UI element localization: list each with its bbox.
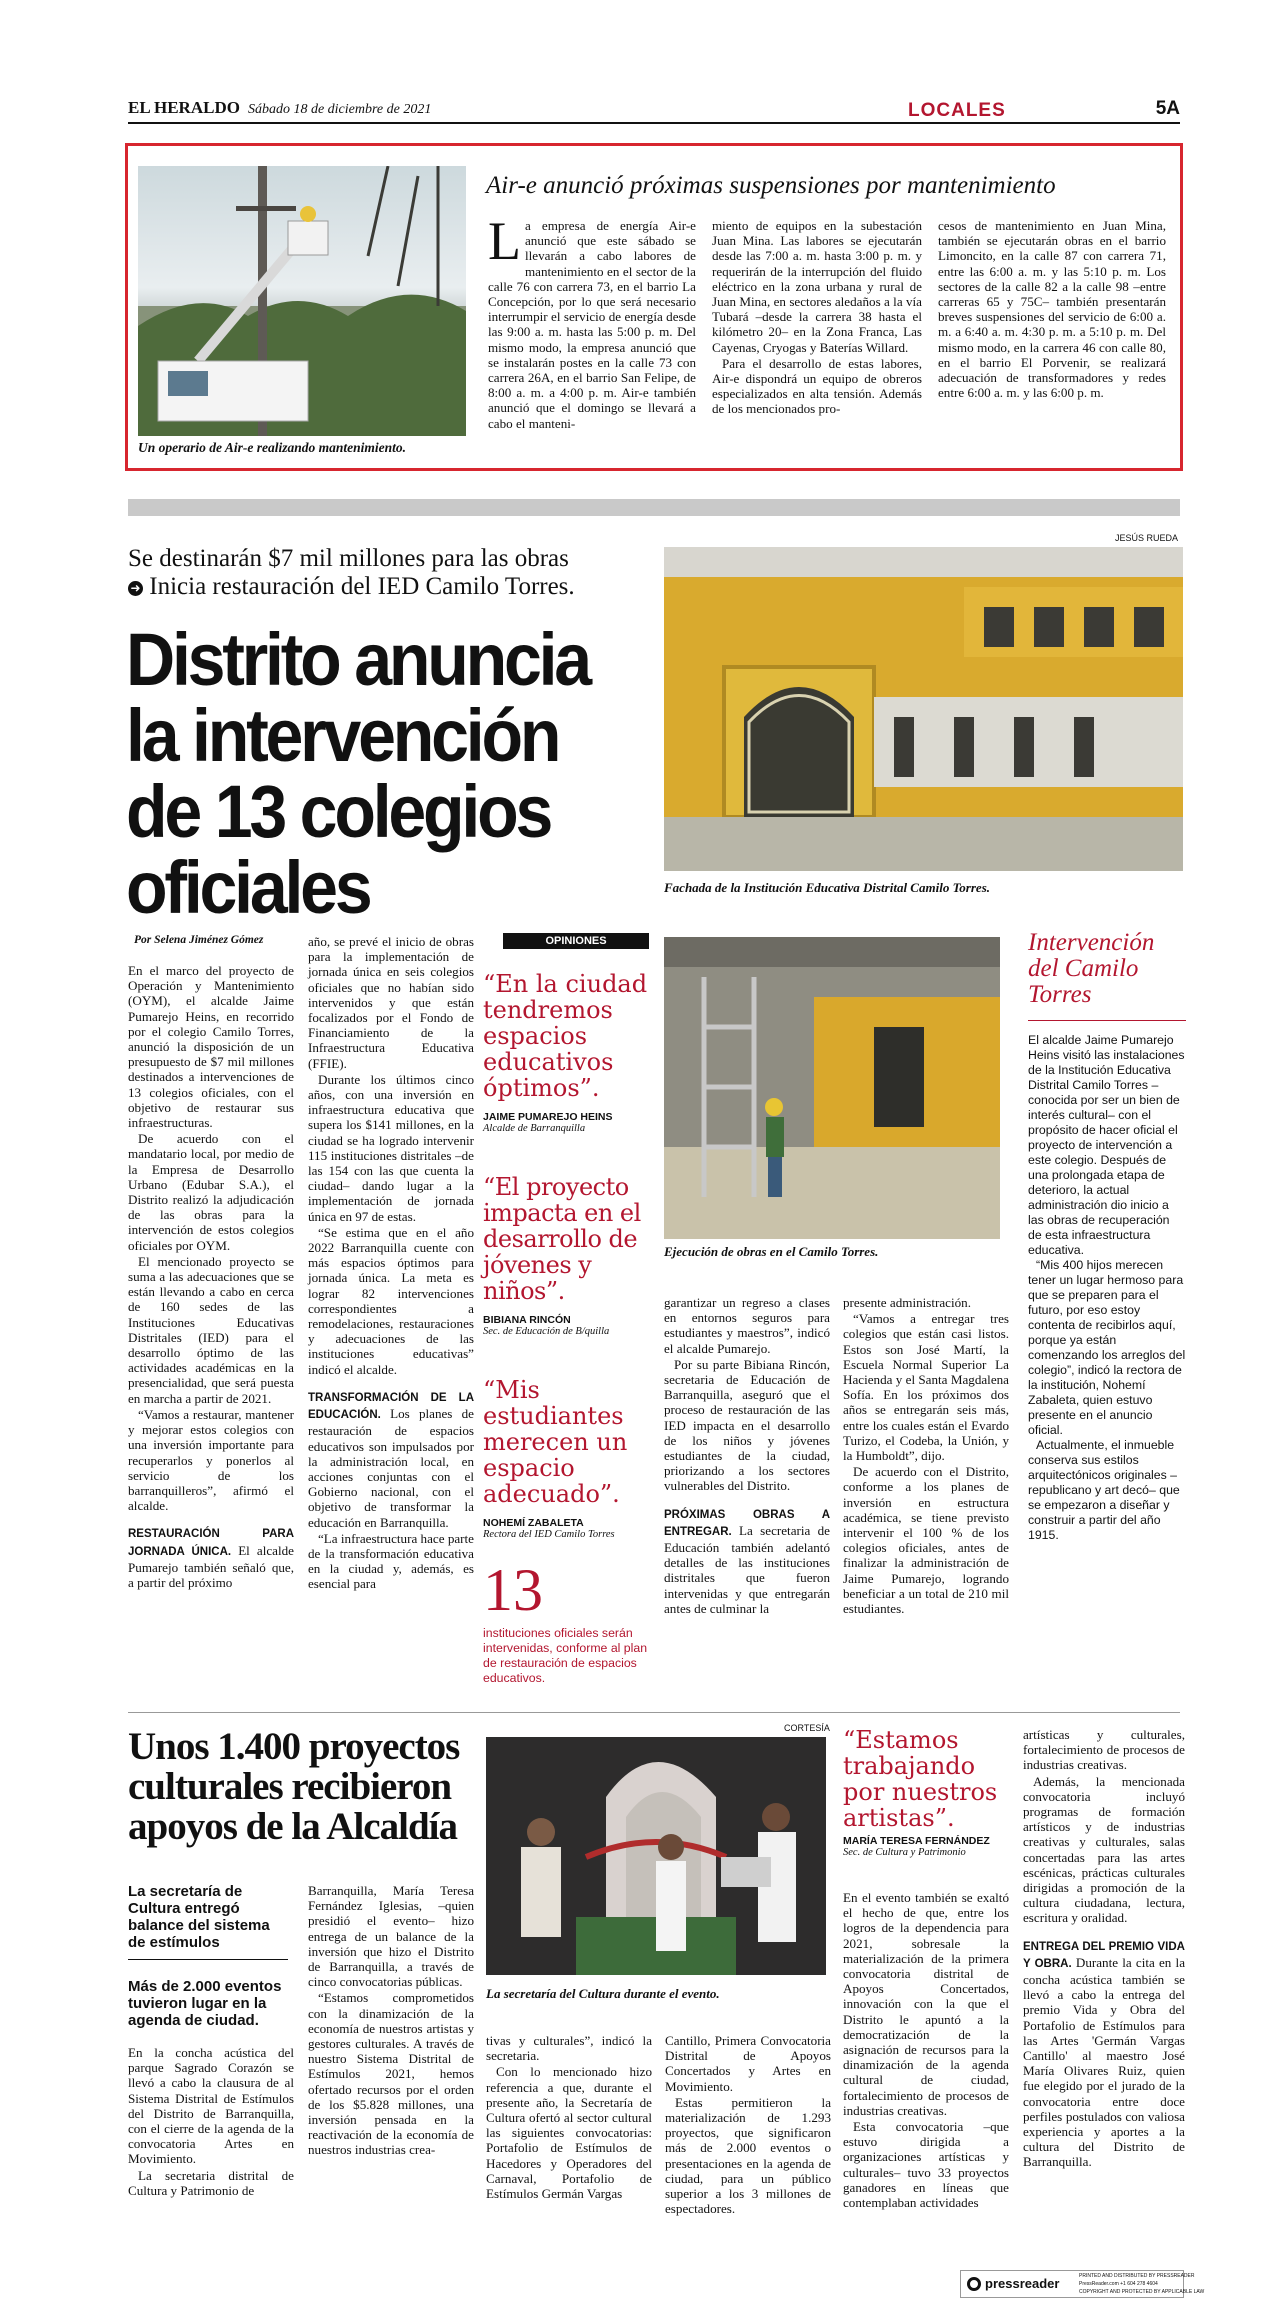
culture-event-illustration [486,1737,826,1975]
main-story-column-1 [128,963,294,1591]
culture-headline: Unos 1.400 proyectos culturales recibieron apoyos de la Alcaldía [128,1725,460,1848]
main-story-column-2 [308,934,474,1593]
air-e-photo-caption: Un operario de Air-e realizando mantenimiento. [138,440,407,455]
paragraph: En la concha acústica del parque Sagrado Corazón se llevó a cabo la clausura de al Sistema Distrital de Estímulos del Distrito de Barranquilla, con el cierre de la agenda de la convocatoria Artes en Movimiento. [128,2045,294,2167]
paragraph: “La infraestructura hace parte de la transformación educativa en la ciudad y, además, es esencial para [308,1530,474,1592]
quote-author: MARÍA TERESA FERNÁNDEZ [843,1835,990,1847]
quote-role: Rectora del IED Camilo Torres [483,1529,615,1540]
paragraph: Para el desarrollo de estas labores, Air-e dispondrá un equipo de obreros especializados en alta tensión. Además de los mencionados pro- [712,355,922,417]
air-e-column-1 [488,211,696,431]
kicker-primary: Se destinarán $7 mil millones para las obras [128,545,569,572]
paragraph: La secretaria distrital de Cultura y Patrimonio de [128,2167,294,2198]
paragraph: Con lo mencionado hizo referencia a que, durante el presente año, la Secretaría de Cultura ofertó al sector cultural las siguientes convocatorias: Portafolio de Estímulos de Hacedores y Operadores del Carnaval, Portafolio de Estímulos Germán Vargas [486,2064,652,2202]
paragraph: Por su parte Bibiana Rincón, secretaria de Educación de Barranquilla, aseguró que el proceso de restauración de las IED impacta en el desarrollo de los niños y jóvenes estudiantes de la ciudad, priorizando a los sectores vulnerables del Distrito. [664,1356,830,1494]
culture-column-3 [486,2033,652,2202]
pressreader-footer [960,2270,1205,2298]
paragraph: “Vamos a entregar tres colegios que están casi listos. Estos son José Martí, la Escuela Normal Superior La Hacienda y el Santa Magdalena Sofía. En los próximos dos años se entregarán seis más, entre los cuales están el Evardo Turizo, el Codeba, la Unión, y la Humboldt”, dijo. [843,1311,1009,1464]
paragraph: cesos de mantenimiento en Juan Mina, también se ejecutarán obras en el barrio Limoncito, en la calle 87 con carrera 71, entre las 6:00 a. m. y las 5:10 p. m. Los sectores de la calle 82 a la calle 98 –entre carreras 65 y 75C– también presentarán breves suspensiones del servicio de 6:00 a. m. a 6:40 a. m. 4:30 p. m. a 5:10 p. m. Del mismo modo, en la carrera 46 con calle 80, en el barrio El Porvenir, se realizará adecuación de transformadores y redes entre 6:00 a. m. y las 6:00 p. m. [938,218,1166,401]
drop-cap: L [488,211,521,271]
quote-text: “En la ciudad tendremos espacios educativos óptimos”. [483,970,648,1102]
culture-column-6 [1023,1727,1185,2171]
opinions-label: OPINIONES [503,933,649,949]
construction-illustration [664,937,1000,1239]
construction-photo [664,937,1000,1239]
paragraph: De acuerdo con el mandatario local, por medio de la Empresa de Desarrollo Urbano (Edubar S.A.), el Distrito realizó la adjudicación de las obras para la intervención de estos colegios oficiales por OYM. [128,1131,294,1253]
page-number: 5A [1155,98,1180,119]
air-e-title: Air-e anunció próximas suspensiones por mantenimiento [486,172,1056,199]
paragraph: año, se prevé el inicio de obras para la implementación de jornada única en seis colegios oficiales que no habían sido intervenidos y que están focalizados por el Fondo de Financiamiento de la Infraestructura Educativa (FFIE). [308,934,474,1071]
paragraph: El mencionado proyecto se suma a las adecuaciones que se están llevando a cabo en cerca de 160 sedes de las Instituciones Educativas Distritales (IED) para el desarrollo óptimo de las actividades académicas en la presencialidad, que será puesta en marcha a partir de 2021. [128,1253,294,1406]
section-divider [128,499,1180,516]
paragraph: El alcalde Jaime Pumarejo Heins visitó las instalaciones de la Institución Educativa Distrital Camilo Torres –conocida por ser un bien de interés cultural– con el propósito de hacer oficial el proyecto de intervención a este colegio. Después de una prolongada etapa de deterioro, la actual administración dio inicio a las obras de recuperación de esta infraestructura educativa. [1028,1033,1185,1257]
issue-date: Sábado 18 de diciembre de 2021 [247,102,432,117]
paragraph [308,1389,474,1530]
culture-summary-1: La secretaría de Cultura entregó balance del sistema de estímulos [128,1883,288,1960]
paragraph: Durante los últimos cinco años, con una inversión en infraestructura educativa que supera los $141 millones, en la ciudad se ha logrado intervenir 115 instituciones distritales –de las 154 con las que cuenta la ciudad– dando lugar a la implementación de jornada única en 97 de estas. [308,1071,474,1224]
air-e-photo [138,166,466,436]
culture-photo-credit: CORTESÍA [784,1723,830,1733]
main-story-column-4 [664,1295,830,1617]
kicker-secondary-text: Inicia restauración del IED Camilo Torres. [149,573,575,600]
paragraph: Actualmente, el inmueble conserva sus estilos arquitectónicos originales –republicano y art decó– que se empezaron a diseñar y construir a partir del año 1915. [1028,1438,1180,1542]
culture-column-2 [308,1883,474,2159]
paragraph: Estas permitieron la materialización de 1.293 proyectos, que significaron más de 2.000 eventos o presentaciones en la agenda de ciudad, para un público superior a los 3 millones de espectadores. [665,2094,831,2217]
paragraph [128,1525,294,1590]
paragraph: En el marco del proyecto de Operación y Mantenimiento (OYM), el alcalde Jaime Pumarejo Heins, en recorrido por el colegio Camilo Torres, anunció la disposición de un presupuesto de $7 mil millones destinados a intervenciones de 13 colegios oficiales, con el objetivo de restaurar sus infraestructuras. [128,963,294,1131]
culture-column-4 [665,2033,831,2217]
paragraph: Cantillo, Primera Convocatoria Distrital de Apoyos Concertados y Artes en Movimiento. [665,2033,831,2094]
pressreader-notice-2: PressReader.com +1 604 278 4604 [1079,2281,1158,2287]
paragraph: tivas y culturales”, indicó la secretaria. [486,2033,652,2064]
subhead-text: El alcalde Pumarejo también señaló que, a partir del próximo [128,1542,294,1590]
opinions-column [483,933,649,1686]
section-name: LOCALES [908,100,1006,121]
paragraph: De acuerdo con el Distrito, conforme a los planes de inversión en estructura académica, se tiene previsto intervenir el 100 % de los colegios oficiales, antes de finalizar la administración de Jaime Pumarejo, logrando beneficiar a un total de 210 mil estudiantes. [843,1464,1009,1617]
culture-summary-2: Más de 2.000 eventos tuvieron lugar en la agenda de ciudad. [128,1978,282,2029]
quote-role: Alcalde de Barranquilla [483,1123,586,1134]
culture-column-1 [128,2045,294,2199]
opinion-quote [483,1377,649,1540]
subhead: TRANSFORMACIÓN DE LA EDUCACIÓN. [308,1391,474,1422]
school-facade-illustration [664,547,1183,871]
air-e-news-box [125,143,1183,471]
main-story-column-5 [843,1295,1009,1617]
maintenance-crane-illustration [138,166,466,436]
subhead-text: La secretaria de Educación también adelantó detalles de las instituciones distritales que fueron intervenidas y que entregarán antes de culminar la [664,1522,830,1616]
newspaper-name: EL HERALDO [128,98,240,117]
quote-role: Sec. de Educación de B/quilla [483,1326,610,1337]
paragraph: Barranquilla, María Teresa Fernández Iglesias, –quien presidió el evento– hizo entrega de un balance de la inversión que hizo el Distrito de Barranquilla, a través de cinco convocatorias públicas. [308,1883,474,1990]
paragraph: presente administración. [843,1295,971,1310]
paragraph [664,1506,830,1616]
opinion-quote [483,971,649,1134]
subhead: ENTREGA DEL PREMIO VIDA Y OBRA. [1023,1940,1185,1970]
school-facade-photo [664,547,1183,871]
air-e-column-2 [712,218,922,418]
culture-photo-caption: La secretaría del Cultura durante el evento. [486,1986,720,2001]
pressreader-brand: pressreader [985,2276,1060,2291]
paragraph: miento de equipos en la subestación Juan Mina. Las labores se ejecutarán desde las 7:00 a. m. hasta 3:00 p. m. y requerirán de la interrupción del fluido eléctrico en la zona urbana y rural de Juan Mina, en sectores aledaños a la vía Tubará –desde la carrera 38 hasta el kilómetro 20– en la Zona Franca, Las Cayenas, Cryogas y Baterías Willard. [712,218,922,355]
subhead: PRÓXIMAS OBRAS A ENTREGAR. [664,1508,830,1538]
stat-text: instituciones oficiales serán intervenidas, conforme al plan de restauración de espacios educativos. [483,1626,648,1685]
air-e-col1-text: a empresa de energía Air-e anunció que este sábado se llevarán a cabo labores de mantenimiento en el sector de la calle 76 con carrera 73, en el barrio La Concepción, por lo que será necesario interrumpir el servicio de energía desde las 9:00 a. m. hasta las 5:00 p. m. Del mismo modo, la empresa anunció que se instalarán postes en la calle 73 con carrera 26A, en el barrio San Felipe, de 8:00 a. m. a 4:00 p. m. Air-e también anunció que el domingo se llevará a cabo el manteni- [488,218,696,431]
pressreader-notice-1: PRINTED AND DISTRIBUTED BY PRESSREADER [1079,2273,1195,2279]
culture-quote [843,1727,1009,1858]
quote-author: BIBIANA RINCÓN [483,1314,571,1326]
paragraph [1023,1938,1185,2170]
paragraph: “Estamos comprometidos con la dinamización de la economía de nuestros artistas y gestores culturales. A través de nuestro Sistema Distrital de Estímulos 2021, hemos ofertado recursos por el orden de los $5.828 millones, una inversión pensada en la reactivación de la economía de nuestros industrias crea- [308,1990,474,2158]
construction-photo-caption: Ejecución de obras en el Camilo Torres. [664,1244,879,1259]
culture-event-photo [486,1737,826,1975]
story-divider [128,1712,1180,1713]
stat-number: 13 [483,1557,543,1623]
pressreader-logo-icon [967,2277,981,2291]
sidebar-body [1028,1033,1186,1543]
quote-text: “El proyecto impacta en el desarrollo de jóvenes y niños”. [483,1173,641,1305]
paragraph: “Mis 400 hijos merecen tener un lugar hermoso para que se preparen para el futuro, por eso estoy contenta de recibirlos aquí, porque ya están comenzando los arreglos del colegio”, indicó la rectora de la institución, Nohemí Zabaleta, quien estuvo presente en el anuncio oficial. [1028,1258,1186,1437]
subhead-text: Durante la cita en la concha acústica también se llevó a cabo la entrega del premio Vida y Obra del Portafolio de Estímulos para las Artes 'Germán Vargas Cantillo' al maestro José María Olivares Ruiz, quien fue elegido por el jurado de la convocatoria entre doce perfiles postulados con valiosa experiencia y aportes a la cultura del Distrito de Barranquilla. [1023,1954,1185,2170]
subhead: RESTAURACIÓN PARA JORNADA ÚNICA. [128,1528,294,1558]
pressreader-notice-3: COPYRIGHT AND PROTECTED BY APPLICABLE LAW [1079,2289,1205,2295]
paragraph: artísticas y culturales, fortalecimiento de procesos de industrias creativas. [1023,1727,1185,1773]
sidebar-divider [1028,1020,1186,1021]
paragraph: Esta convocatoria –que estuvo dirigida a organizaciones artísticas y culturales– tuvo 33 proyectos ganadores en líneas que contemplaban actividades [843,2119,1009,2211]
air-e-column-3 [938,218,1166,401]
quote-author: NOHEMÍ ZABALETA [483,1517,584,1529]
quote-author: JAIME PUMAREJO HEINS [483,1111,613,1123]
photo-credit: JESÚS RUEDA [1115,533,1179,543]
sidebar-title: Intervención del Camilo Torres [1028,929,1155,1008]
opinion-quote [483,1174,649,1337]
paragraph: Además, la mencionada convocatoria incluyó programas de formación artísticos y de industrias creativas y culturales, salas concertadas para las artes escénicas, prácticas culturales dirigidas a promoción de la cultura ciudadana, lectura, escritura y oralidad. [1023,1773,1185,1926]
paragraph: “Se estima que en el año 2022 Barranquilla cuente con más espacios óptimos para jornada única. La meta es lograr 82 intervenciones correspondientes a remodelaciones, restauraciones y adecuaciones de las instituciones educativas” indicó el alcalde. [308,1224,474,1377]
kicker-secondary [128,573,575,601]
arrow-circle-icon: ➜ [128,581,143,596]
quote-role: Sec. de Cultura y Patrimonio [843,1847,966,1858]
camilo-torres-sidebar [1028,930,1186,1543]
paragraph: En el evento también se exaltó el hecho de que, entre los logros de la dependencia para 2021, sobresale la materialización de la primera convocatoria distrital de Apoyos Concertados, innovación con la que el Distrito le apuntó a la democratización de la asignación de recursos para la dinamización de la agenda cultural de ciudad, fortalecimiento de procesos de industrias creativas. [843,1890,1009,2118]
quote-text: “Estamos trabajando por nuestros artistas”. [843,1726,998,1832]
subhead-text: Los planes de restauración de espacios educativos son impulsados por la administración local, en acciones conjuntas con el Gobierno nacional, con el objetivo de transformar la educación en Barranquilla. [308,1406,474,1530]
page-header [128,98,1180,124]
school-photo-caption: Fachada de la Institución Educativa Distrital Camilo Torres. [664,880,991,895]
culture-column-5 [843,1890,1009,2211]
byline: Por Selena Jiménez Gómez [134,934,264,946]
quote-text: “Mis estudiantes merecen un espacio adecuado”. [483,1376,628,1508]
paragraph: “Vamos a restaurar, mantener y mejorar estos colegios con una inversión importante para recuperarlos y ponerlos al servicio de los barranquilleros”, afirmó el alcalde. [128,1406,294,1514]
paragraph: garantizar un regreso a clases en entornos seguros para estudiantes y maestros”, indicó el alcalde Pumarejo. [664,1295,830,1356]
main-headline: Distrito anuncia la intervención de 13 colegios oficiales [126,618,589,929]
